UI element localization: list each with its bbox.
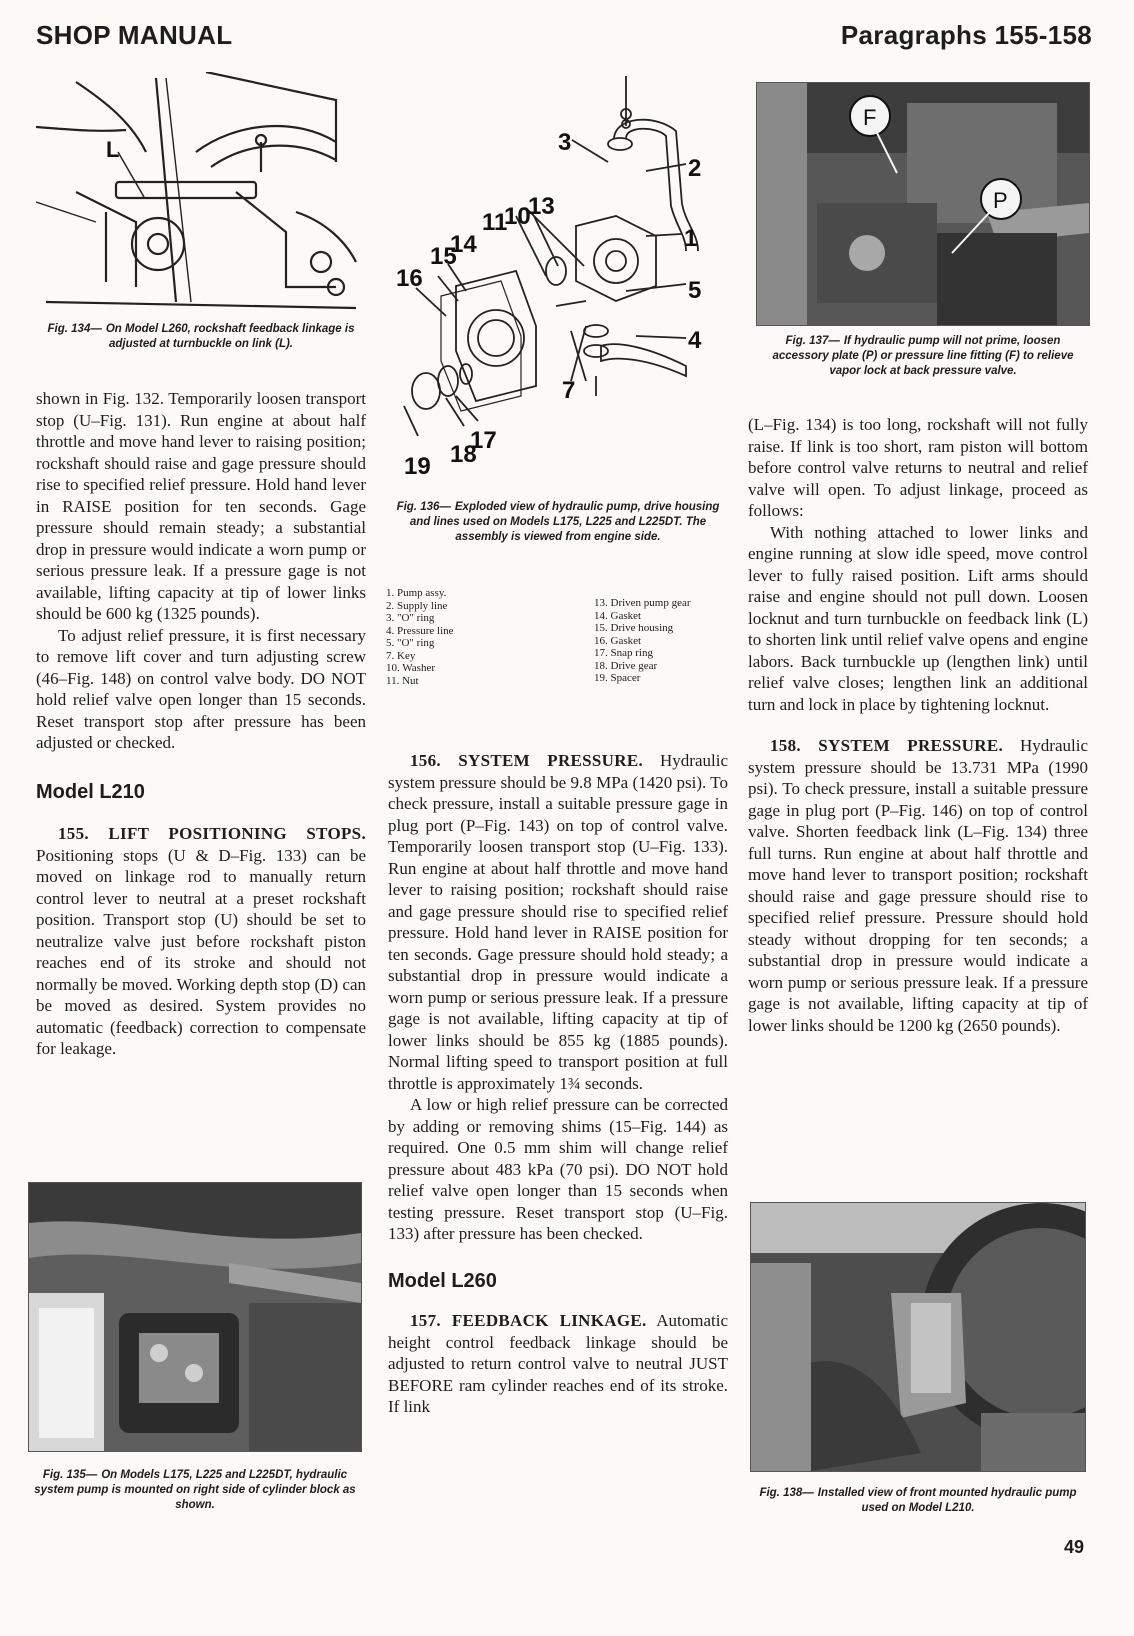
fig136-callout: 5 [688,277,702,304]
fig134-drawing [36,72,366,316]
fig136-callout: 11 [482,209,508,236]
legend-item: 1. Pump assy. [386,587,447,599]
fig136-callout: 16 [396,265,423,292]
fig136-legend-right [594,597,734,685]
fig137-callout-P: P [993,188,1008,213]
legend-item: 3. "O" ring [386,612,435,624]
fig136-callout: 15 [430,243,457,270]
fig136-callout: 7 [562,377,576,404]
section-heading-l260: Model L260 [388,1269,497,1292]
fig137-photo [756,82,1090,326]
col1-paragraph: To adjust relief pressure, it is first necessary to remove lift cover and turn adjusting screw (46–Fig. 148) on control valve body. DO NOT hold relief valve open longer than 15 seconds. Reset transport stop after pressure has been adjusted or checked. [36,625,366,752]
fig135-caption: Fig. 135— On Models L175, L225 and L225DT, hydraulic system pump is mounted on right side of cylinder block as shown. [34,1469,356,1511]
legend-item: 5. "O" ring [386,637,435,649]
col2-paragraph: A low or high relief pressure can be corrected by adding or removing shims (15–Fig. 144) as required. One 0.5 mm shim will change relief pressure about 483 kPa (70 psi). DO NOT hold relief valve open longer than 15 seconds when testing pressure. Reset transport stop (U–Fig. 133) after pressure has been checked. [388,1095,728,1243]
fig136-callout: 19 [404,453,431,480]
paragraph-157: 157. FEEDBACK LINKAGE. Automatic height control feedback linkage should be adjusted to return control valve to neutral JUST BEFORE ram cylinder reaches end of its stroke. If link [388,1311,728,1416]
fig136-callout: 3 [558,129,572,156]
legend-item: 11. Nut [386,674,419,687]
fig134-caption: Fig. 134— On Model L260, rockshaft feedback linkage is adjusted at turnbuckle on link (L). [47,323,355,350]
col1-paragraph: shown in Fig. 132. Temporarily loosen transport stop (U–Fig. 131). Run engine at about half throttle and move hand lever to raising position; rockshaft should raise and gage pressure should rise to specified relief pressure. Hold hand lever in RAISE position for ten seconds. Gage pressure should remain steady; a substantial drop in pressure would indicate a worn pump or serious pressure leak. If a pressure gage is not available, lifting capacity at tip of lower links should be 600 kg (1325 pounds). [36,389,366,623]
fig136-callout: 4 [688,327,702,354]
running-header-right: Paragraphs 155-158 [840,20,1092,50]
legend-item: 7. Key [386,649,416,662]
fig136-callout: 17 [470,427,497,454]
fig136-legend-left [386,587,556,687]
fig137-caption: Fig. 137— If hydraulic pump will not prime, loosen accessory plate (P) or pressure line fitting (F) to relieve vapor lock at back pressure valve. [772,335,1074,377]
col3-paragraph: (L–Fig. 134) is too long, rockshaft will not fully raise. If link is too short, ram piston will bottom before control valve returns to neutral and relief valve will open. To adjust linkage, proceed as follows: [748,415,1088,520]
column-2-text [388,750,728,1418]
fig137-callout-F: F [863,105,877,130]
column-3-text [748,414,1088,1036]
legend-item: 18. Drive gear [594,659,658,672]
fig136-callout: 13 [528,193,555,220]
fig136-callout: 10 [504,203,531,230]
running-header-left: SHOP MANUAL [36,20,233,50]
legend-item: 2. Supply line [386,599,448,612]
legend-item: 13. Driven pump gear [594,597,691,609]
legend-item: 19. Spacer [594,672,641,684]
legend-item: 16. Gasket [594,634,642,647]
fig136-caption: Fig. 136— Exploded view of hydraulic pump, drive housing and lines used on Models L175, L225 and L225DT. The assembly is viewed from engine side. [396,501,720,543]
legend-item: 14. Gasket [594,609,642,622]
fig136-drawing [386,76,731,496]
legend-item: 4. Pressure line [386,624,454,637]
legend-item: 17. Snap ring [594,647,653,659]
page-number: 49 [1063,1537,1084,1557]
paragraph-156: 156. SYSTEM PRESSURE. Hydraulic system pressure should be 9.8 MPa (1420 psi). To check pressure, install a suitable pressure gage in plug port (P–Fig. 143) on top of control valve. Temporarily loosen transport stop (U–Fig. 133). Run engine at about half throttle and move hand lever to raising position; rockshaft should raise and gage pressure should rise to specified relief pressure. Hold hand lever in RAISE position for ten seconds. Gage pressure should hold steady; a substantial drop in pressure would indicate a worn pump or serious pressure leak. If a pressure gage is not available, lifting capacity at tip of lower links should be 855 kg (1885 pounds). Normal lifting speed to transport position at full throttle is approximately 1¾ seconds. [388,751,728,1093]
fig136-callout: 18 [450,441,477,468]
paragraph-158: 158. SYSTEM PRESSURE. Hydraulic system pressure should be 13.731 MPa (1990 psi). To check pressure, install a suitable pressure gage in plug port (P–Fig. 146) on top of control valve. Shorten feedback link (L–Fig. 134) three full turns. Run engine at about half throttle and move hand lever to transport position; rockshaft should raise and gage pressure should rise to specified relief pressure. Pressure should hold steady without dropping for ten seconds; a substantial drop in pressure would indicate a worn pump or serious pressure leak. If a pressure gage is not available, lifting capacity at tip of lower links should be 1200 kg (2650 pounds). [748,736,1088,1035]
fig138-photo [750,1202,1086,1472]
fig134-callout-L: L [106,137,120,162]
fig135-photo [28,1182,362,1452]
col3-paragraph: With nothing attached to lower links and engine running at slow idle speed, move control lever to fully raised position. Lift arms should raise and engine should not pull down. Loosen locknut and turn turnbuckle on feedback link (L) to shorten link until relief valve opens and engine labors. Back turnbuckle up (lengthen link) until relief valve closes; lengthen link an additional turn and lock in place by tightening locknut. [748,522,1088,714]
fig136-callout: 2 [688,155,702,182]
legend-item: 15. Drive housing [594,622,674,634]
paragraph-155: 155. LIFT POSITIONING STOPS. Positioning stops (U & D–Fig. 133) can be moved on linkage rod to manually return control lever to neutral at a preset rockshaft position. Transport stop (U) should be set to neutralize valve just before rockshaft piston reaches end of its stroke and should not normally be moved. Working depth stop (D) can be moved as desired. System provides no automatic (feedback) correction to compensate for leakage. [36,824,366,1058]
column-1-text [36,388,366,1060]
fig138-caption: Fig. 138— Installed view of front mounted hydraulic pump used on Model L210. [759,1487,1077,1514]
section-heading-l210: Model L210 [36,780,145,803]
fig136-callout: 14 [450,231,477,258]
legend-item: 10. Washer [386,662,436,674]
fig136-callout: 1 [684,225,698,252]
